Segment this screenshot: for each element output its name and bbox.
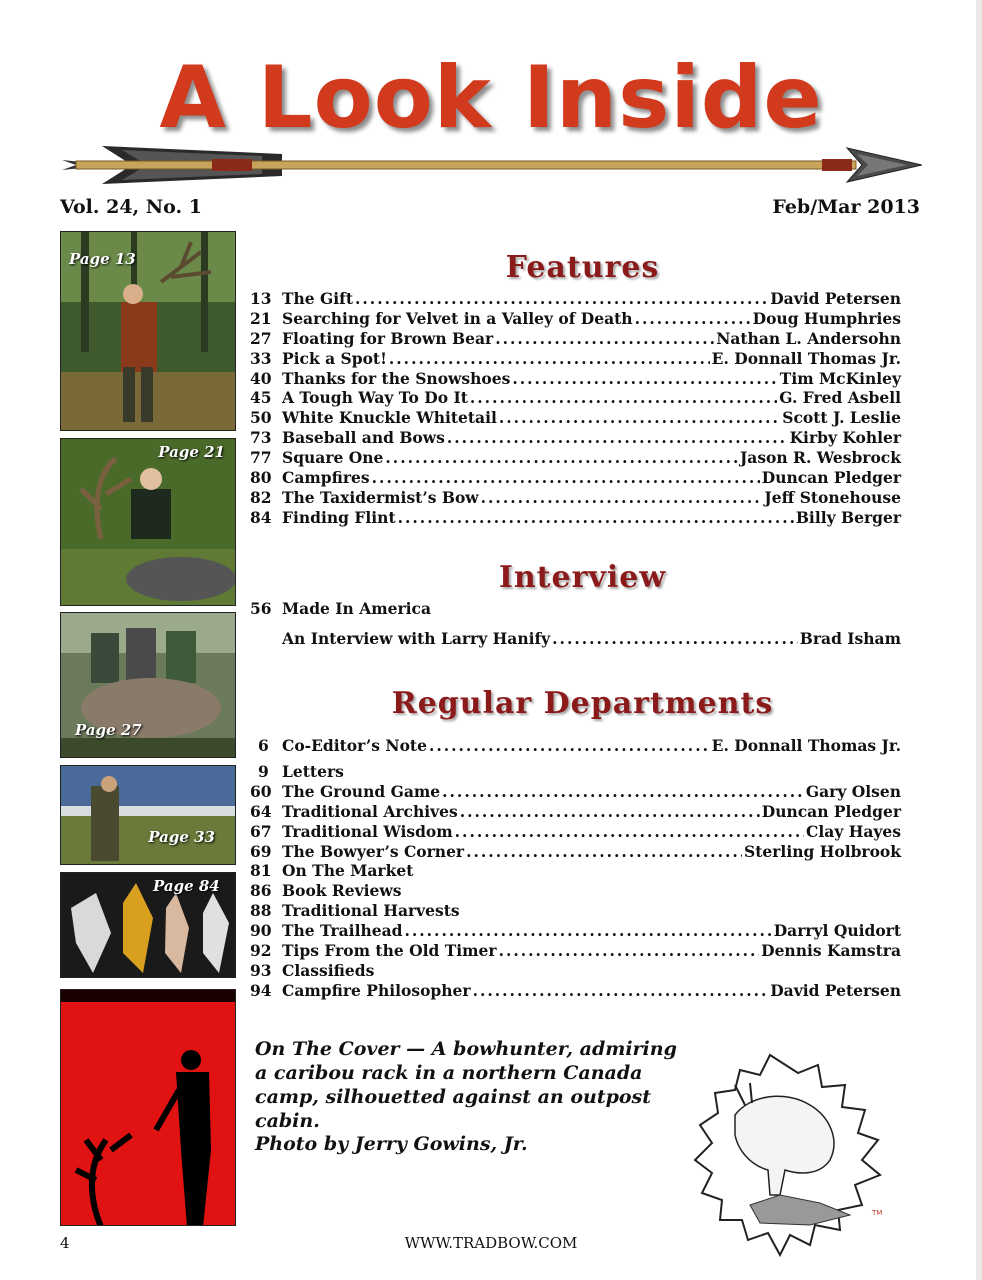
toc-page: 73 (250, 428, 272, 448)
toc-page: 82 (250, 487, 272, 507)
hunter-binoculars-photo-icon (61, 766, 236, 865)
toc-row (250, 428, 901, 448)
toc-row (250, 921, 901, 941)
hunter-caribou-photo-icon (61, 439, 236, 606)
photo-page-27 (60, 612, 236, 758)
toc-page: 45 (250, 388, 272, 408)
leader-dots (466, 842, 742, 861)
leader-dots (355, 289, 768, 308)
cover-caption: On The Cover — A bowhunter, admiring a caribou rack in a northern Canada camp, silhouetted against an outpost cabin. (255, 1038, 677, 1132)
page-number: 4 (60, 1234, 70, 1252)
toc-row (250, 468, 901, 488)
leader-dots (635, 309, 751, 328)
leader-dots (495, 329, 714, 348)
features-heading: Features (505, 250, 660, 285)
features-list (250, 289, 901, 528)
toc-row (250, 329, 901, 349)
toc-author: Duncan Pledger (761, 801, 901, 821)
toc-author: E. Donnall Thomas Jr. (711, 736, 901, 755)
trademark-mark: TM (872, 1209, 883, 1217)
departments-heading: Regular Departments (391, 686, 774, 721)
photo-label: Page 27 (75, 721, 142, 739)
toc-page: 21 (250, 308, 272, 328)
toc-title: Thanks for the Snowshoes (282, 368, 511, 388)
photo-page-33 (60, 765, 236, 865)
toc-row (250, 488, 901, 508)
toc-page: 13 (250, 289, 272, 308)
leader-dots (455, 822, 804, 841)
toc-row (250, 881, 901, 901)
leader-dots (404, 921, 771, 940)
volume-number: Vol. 24, No. 1 (60, 196, 202, 218)
toc-page: 88 (250, 901, 272, 921)
toc-author: Clay Hayes (806, 821, 901, 841)
toc-page: 67 (250, 821, 272, 841)
toc-title: The Trailhead (282, 921, 403, 941)
toc-page: 92 (250, 941, 272, 961)
toc-title: Floating for Brown Bear (282, 328, 494, 348)
interview-entry (250, 599, 901, 649)
toc-row (250, 782, 901, 802)
toc-row (250, 369, 901, 389)
departments-first-entry (250, 736, 901, 756)
toc-author: G. Fred Asbell (779, 388, 901, 408)
page-title: A Look Inside (159, 48, 823, 148)
toc-title: Letters (282, 762, 344, 781)
photo-page-13 (60, 231, 236, 431)
toc-row (250, 762, 901, 782)
silhouette-hunter-icon (61, 990, 236, 1226)
toc-row (250, 802, 901, 822)
toc-title: Square One (282, 448, 384, 468)
toc-author: Kirby Kohler (789, 428, 901, 448)
toc-author: Duncan Pledger (761, 468, 901, 488)
page-edge (976, 0, 982, 1280)
toc-row (250, 861, 901, 881)
toc-title: Tips From the Old Timer (282, 941, 497, 961)
photo-label: Page 13 (69, 250, 136, 268)
toc-page: 9 (258, 762, 269, 781)
toc-title: A Tough Way To Do It (282, 388, 468, 408)
leader-dots (398, 508, 794, 527)
toc-row (250, 981, 901, 1001)
toc-page: 93 (250, 960, 272, 980)
toc-page: 60 (250, 781, 272, 801)
toc-title: Baseball and Bows (282, 428, 445, 448)
leader-dots (499, 941, 760, 960)
toc-author: Dennis Kamstra (761, 941, 901, 961)
leader-dots (552, 629, 798, 648)
toc-title: Traditional Harvests (282, 901, 460, 921)
photo-credit: Photo by Jerry Gowins, Jr. (255, 1133, 528, 1155)
leader-dots (512, 369, 777, 388)
toc-page: 64 (250, 801, 272, 821)
interview-heading: Interview (498, 560, 667, 595)
photo-label: Page 84 (153, 877, 220, 895)
toc-page: 69 (250, 841, 272, 861)
toc-title: White Knuckle Whitetail (282, 408, 497, 428)
photo-page-21 (60, 438, 236, 606)
toc-title: Campfires (282, 468, 370, 488)
toc-author: Tim McKinley (779, 368, 901, 388)
issue-date: Feb/Mar 2013 (772, 196, 920, 218)
toc-row (250, 309, 901, 329)
toc-author: Darryl Quidort (773, 921, 901, 941)
toc-row (250, 388, 901, 408)
toc-author: Brad Isham (799, 628, 901, 648)
leader-dots (389, 349, 710, 368)
toc-row (250, 901, 901, 921)
toc-row (250, 961, 901, 981)
leader-dots (470, 388, 777, 407)
leader-dots (442, 782, 804, 801)
toc-title: Finding Flint (282, 507, 396, 527)
toc-page: 90 (250, 921, 272, 941)
toc-author: Jeff Stonehouse (764, 487, 901, 507)
toc-page: 94 (250, 980, 272, 1000)
website-url: WWW.TRADBOW.COM (404, 1234, 578, 1252)
toc-title: The Gift (282, 289, 354, 308)
toc-page: 50 (250, 408, 272, 428)
photo-page-84 (60, 872, 236, 978)
toc-row (250, 289, 901, 309)
toc-page: 27 (250, 328, 272, 348)
toc-page: 77 (250, 448, 272, 468)
toc-row (250, 448, 901, 468)
toc-author: Scott J. Leslie (782, 408, 901, 428)
toc-title: Traditional Archives (282, 801, 458, 821)
arrow-divider-icon (62, 140, 922, 190)
toc-title: On The Market (282, 861, 414, 881)
leader-dots (473, 981, 769, 1000)
toc-title: The Ground Game (282, 781, 441, 801)
leader-dots (460, 802, 760, 821)
toc-page: 56 (250, 599, 272, 618)
toc-author: Nathan L. Andersohn (716, 328, 901, 348)
toc-title: Campfire Philosopher (282, 980, 471, 1000)
toc-author: E. Donnall Thomas Jr. (711, 348, 901, 368)
toc-author: Jason R. Wesbrock (739, 448, 901, 468)
mountain-goat-logo-icon (690, 1045, 890, 1260)
toc-title: Co-Editor’s Note (282, 736, 427, 755)
toc-author: Gary Olsen (805, 781, 901, 801)
leader-dots (372, 468, 760, 487)
toc-title: The Bowyer’s Corner (282, 841, 465, 861)
toc-title: Pick a Spot! (282, 348, 387, 368)
toc-row (250, 349, 901, 369)
toc-page: 6 (258, 736, 269, 755)
toc-title: Searching for Velvet in a Valley of Death (282, 308, 633, 328)
toc-title: Made In America (282, 599, 432, 618)
toc-page: 80 (250, 468, 272, 488)
toc-row (250, 842, 901, 862)
leader-dots (481, 488, 763, 507)
toc-row (250, 408, 901, 428)
toc-title: Classifieds (282, 960, 375, 980)
toc-page: 86 (250, 881, 272, 901)
toc-page: 40 (250, 368, 272, 388)
leader-dots (429, 736, 710, 755)
toc-page: 81 (250, 861, 272, 881)
leader-dots (499, 408, 780, 427)
toc-subtitle: An Interview with Larry Hanify (282, 628, 551, 648)
leader-dots (385, 448, 738, 467)
toc-author: David Petersen (770, 980, 901, 1000)
toc-title: The Taxidermist’s Bow (282, 487, 479, 507)
toc-title: Traditional Wisdom (282, 821, 453, 841)
toc-author: David Petersen (770, 289, 901, 308)
leader-dots (447, 428, 788, 447)
toc-row (250, 822, 901, 842)
toc-row (250, 508, 901, 528)
toc-row (250, 941, 901, 961)
toc-page: 33 (250, 348, 272, 368)
toc-author: Billy Berger (795, 507, 901, 527)
departments-list (250, 762, 901, 1001)
photo-label: Page 21 (158, 443, 225, 461)
cover-photo (60, 989, 236, 1226)
toc-page: 84 (250, 507, 272, 527)
photo-label: Page 33 (148, 828, 215, 846)
toc-author: Sterling Holbrook (744, 841, 901, 861)
toc-author: Doug Humphries (752, 308, 901, 328)
toc-title: Book Reviews (282, 881, 402, 901)
